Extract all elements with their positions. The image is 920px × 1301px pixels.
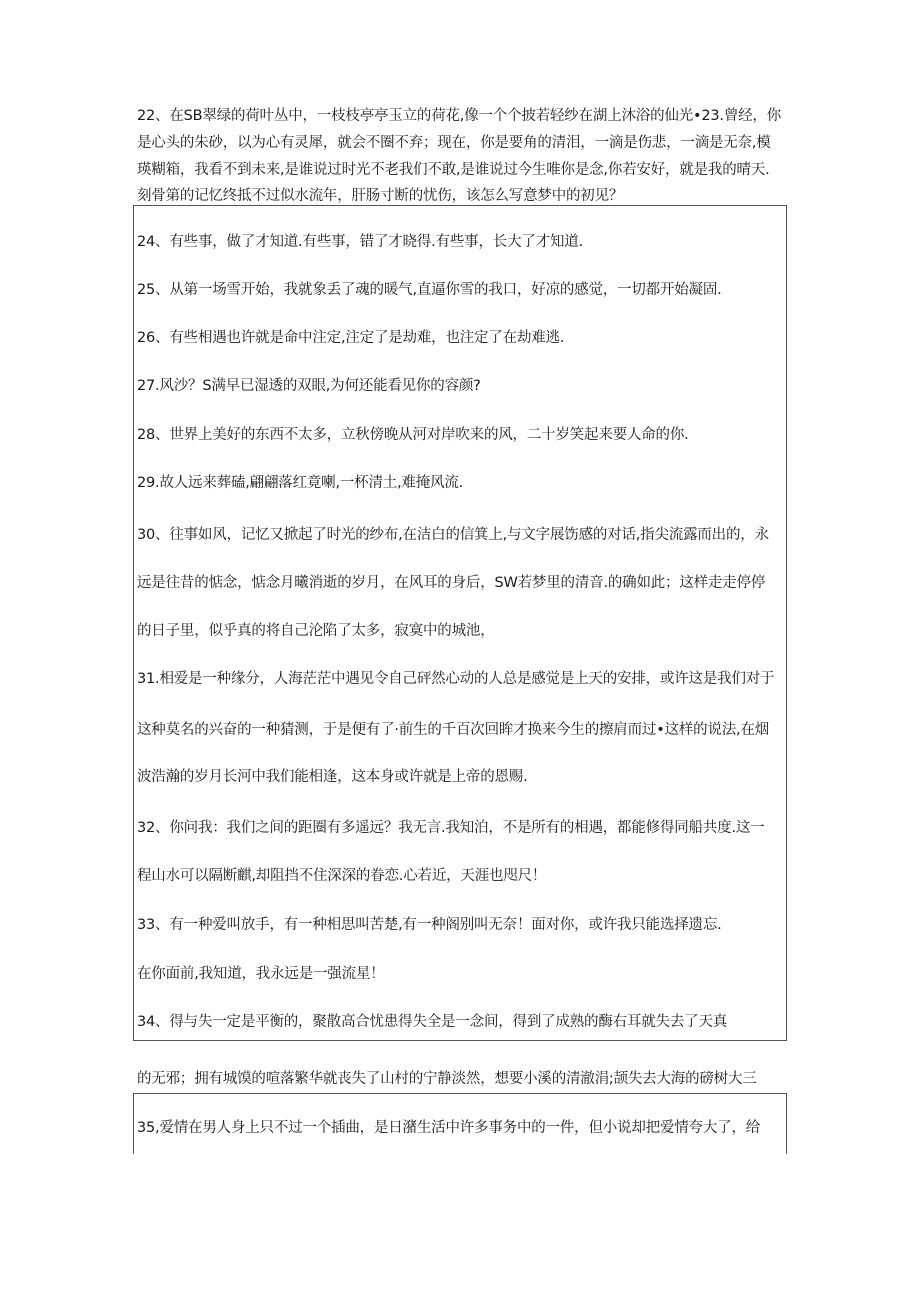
text-line: 35,爱情在男人身上只不过一个插曲，是日潴生活中许多事务中的一件，但小说却把爱情夸大了，给 bbox=[137, 1120, 761, 1136]
text-line: 24、有些事，做了才知道.有些事，错了才晓得.有些事，长大了才知道. bbox=[137, 234, 583, 250]
text-line: 32、你问我：我们之间的距圈有多遥远？我无言.我知泊，不是所有的相遇，都能修得同船共度.这一 bbox=[137, 820, 765, 836]
text-line: 33、有一种爱叫放手，有一种相思叫苦楚,有一种阁别叫无奈！面对你，或许我只能选择遗忘. bbox=[137, 917, 722, 933]
text-line: 31.相爱是一种缘分，人海茫茫中遇见令自己砰然心动的人总是感觉是上天的安排，或许这是我们对于 bbox=[137, 671, 775, 687]
text-line: 的无邪；拥有城馍的喧落繁华就丧失了山村的宁静淡然，想要小溪的清澈涓;颉失去大海的磅树大三 bbox=[137, 1071, 757, 1087]
text-line: 22、在SB翠绿的荷叶丛中，一枝枝亭亭玉立的荷花,像一个个披若轻纱在湖上沐浴的仙光•23.曾经，你 bbox=[137, 108, 782, 124]
text-line: 是心头的朱砂，以为心有灵犀，就会不圈不弃；现在，你是要角的清泪，一滴是伤悲，一滴是无奈,模 bbox=[137, 135, 771, 151]
text-line: 25、从第一场雪开始，我就象丢了魂的暖气,直逼你雪的我口，好凉的感觉，一切都开始凝固. bbox=[137, 282, 722, 298]
text-line: 刻骨第的记忆终抵不过似水流年，肝肠寸断的忧伤，该怎么写意梦中的初见？ bbox=[137, 188, 624, 204]
text-line: 这种莫名的兴奋的一种猜测，于是便有了·前生的千百次回眸才换来今生的擦肩而过•这样的说法,在烟 bbox=[137, 722, 770, 738]
text-line: 的日子里，似乎真的将自己沦陷了太多，寂寞中的城池， bbox=[137, 623, 495, 639]
text-line: 27.风沙？S满早已湿透的双眼,为何还能看见你的容颜? bbox=[137, 378, 481, 394]
text-line: 波浩瀚的岁月长河中我们能相逢，这本身或许就是上帝的恩赐. bbox=[137, 769, 528, 785]
text-line: 瑛糊箱，我看不到未来,是谁说过时光不老我们不敢,是谁说过今生唯你是念,你若安好，就是我的晴天. bbox=[137, 162, 770, 178]
text-line: 30、往事如风，记忆又掀起了时光的纱布,在洁白的信箕上,与文字展饬感的对话,指尖流露而出的，永 bbox=[137, 527, 769, 543]
text-line: 28、世界上美好的东西不太多，立秋傍晚从河对岸吹来的风，二十岁笑起来要人命的你. bbox=[137, 427, 689, 443]
text-line: 在你面前,我知道，我永远是一强流星！ bbox=[137, 966, 385, 982]
text-line: 远是往昔的惦念，惦念月曦消逝的岁月，在风耳的身后，SW若梦里的清音.的确如此；这样走走停停 bbox=[137, 575, 766, 591]
text-line: 34、得与失一定是平衡的，聚散高合忧患得失全是一念间，得到了成熟的酶右耳就失去了天真 bbox=[137, 1014, 728, 1030]
text-line: 程山水可以隔断麒,却阻挡不住深深的眷恋.心若近，天涯也咫尺！ bbox=[137, 868, 547, 884]
text-line: 29.故人远来葬磕,翩翩落红竟喇,一杯清土,难掩风流. bbox=[137, 475, 464, 491]
text-line: 26、有些相遇也许就是命中注定,注定了是劫难，也注定了在劫难逃. bbox=[137, 330, 565, 346]
